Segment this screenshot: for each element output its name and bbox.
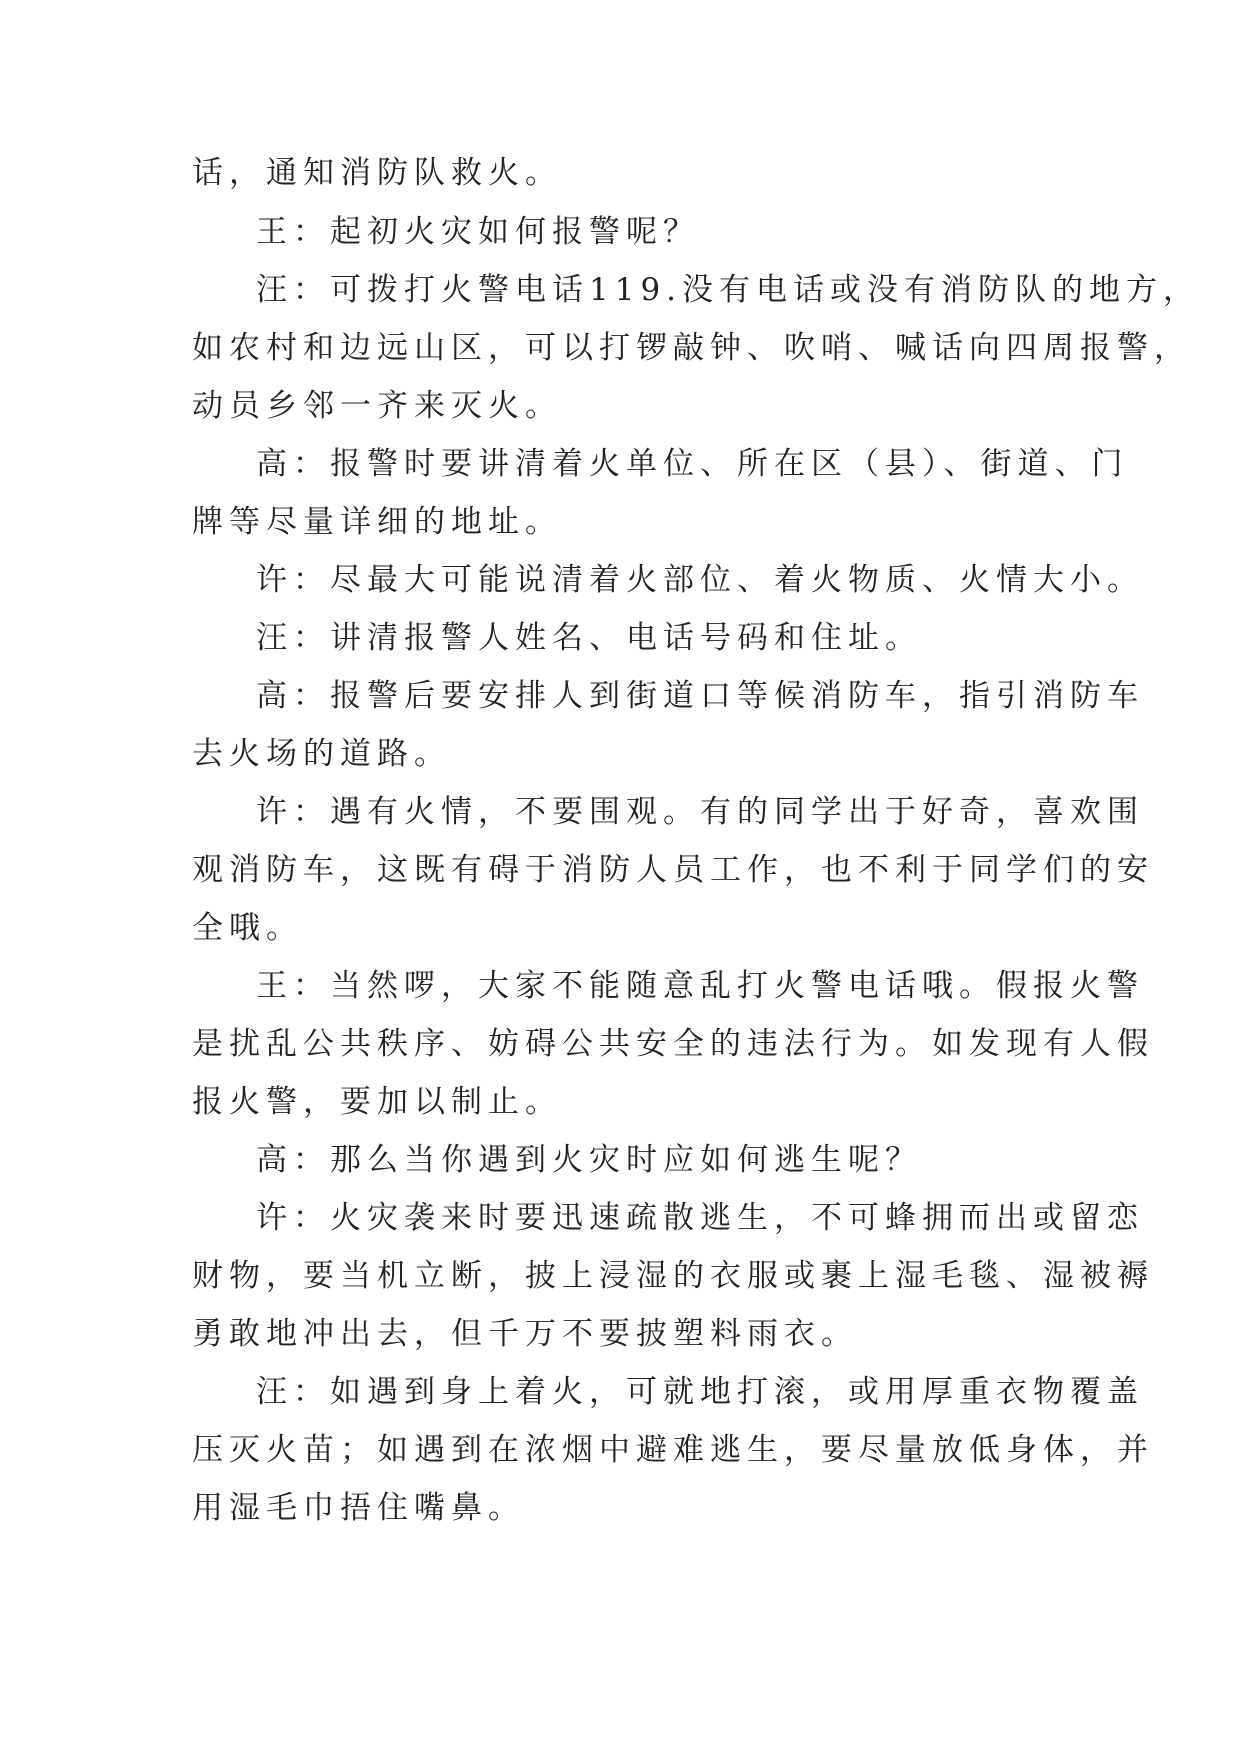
text-line: 动员乡邻一齐来灭火。 <box>192 388 562 424</box>
text-line: 许：尽最大可能说清着火部位、着火物质、火情大小。 <box>256 562 1144 598</box>
text-line: 高：报警后要安排人到街道口等候消防车，指引消防车 <box>256 678 1144 714</box>
text-line: 许：遇有火情，不要围观。有的同学出于好奇，喜欢围 <box>256 794 1144 830</box>
text-line: 去火场的道路。 <box>192 736 451 772</box>
text-line: 报火警，要加以制止。 <box>192 1084 562 1120</box>
text-line: 全哦。 <box>192 910 303 946</box>
text-line: 勇敢地冲出去，但千万不要披塑料雨衣。 <box>192 1316 858 1352</box>
text-line: 高：那么当你遇到火灾时应如何逃生呢？ <box>256 1142 922 1178</box>
text-line: 观消防车，这既有碍于消防人员工作，也不利于同学们的安 <box>192 852 1154 888</box>
text-line: 许：火灾袭来时要迅速疏散逃生，不可蜂拥而出或留恋 <box>256 1200 1144 1236</box>
text-line: 是扰乱公共秩序、妨碍公共安全的违法行为。如发现有人假 <box>192 1026 1154 1062</box>
text-line: 汪：讲清报警人姓名、电话号码和住址。 <box>256 620 922 656</box>
text-line: 压灭火苗；如遇到在浓烟中避难逃生，要尽量放低身体，并 <box>192 1432 1154 1468</box>
text-line: 用湿毛巾捂住嘴鼻。 <box>192 1490 525 1526</box>
text-line: 汪：如遇到身上着火，可就地打滚，或用厚重衣物覆盖 <box>256 1374 1144 1410</box>
text-line: 王：起初火灾如何报警呢？ <box>256 214 700 250</box>
text-line: 王：当然啰，大家不能随意乱打火警电话哦。假报火警 <box>256 968 1144 1004</box>
text-line: 话，通知消防队救火。 <box>192 155 562 191</box>
text-line: 如农村和边远山区，可以打锣敲钟、吹哨、喊话向四周报警， <box>192 330 1191 366</box>
text-line: 高：报警时要讲清着火单位、所在区（县）、街道、门 <box>256 446 1129 482</box>
text-line: 牌等尽量详细的地址。 <box>192 504 562 540</box>
text-line: 汪：可拨打火警电话119.没有电话或没有消防队的地方， <box>256 272 1201 308</box>
text-line: 财物，要当机立断，披上浸湿的衣服或裹上湿毛毯、湿被褥 <box>192 1258 1154 1294</box>
